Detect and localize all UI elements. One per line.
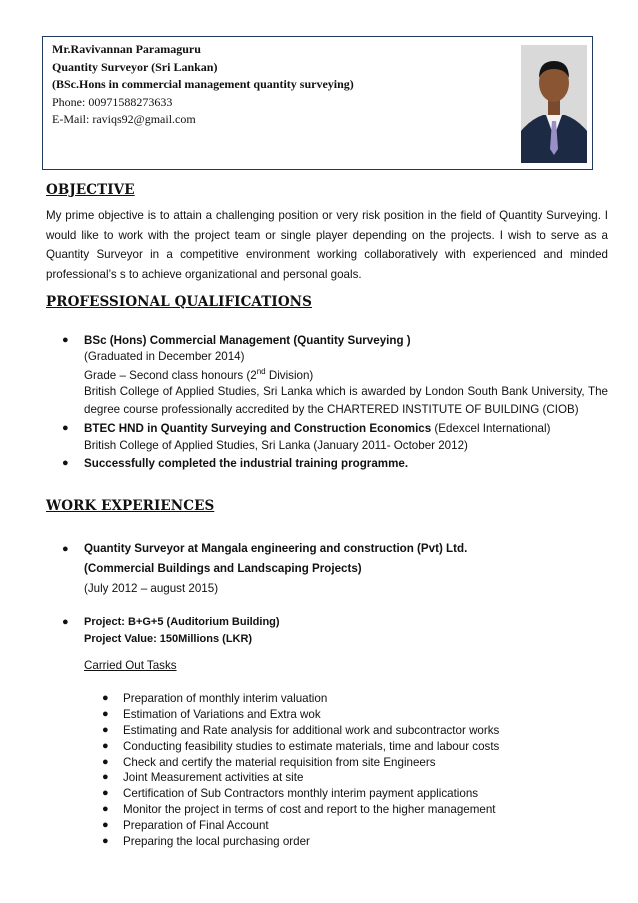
task-item <box>102 802 582 818</box>
bullet-icon: ● <box>102 803 109 816</box>
task-text: Preparation of Final Account <box>123 819 269 833</box>
bullet-icon: ● <box>102 692 109 704</box>
qualifications-heading: PROFESSIONAL QUALIFICATIONS <box>46 294 312 310</box>
qualification-training <box>62 455 608 472</box>
qualification-title: BSc (Hons) Commercial Management (Quantity Surveying ) <box>84 334 411 347</box>
qualification-college: British College of Applied Studies, Sri Lanka (January 2011- October 2012) <box>84 439 468 453</box>
task-text: Certification of Sub Contractors monthly interim payment applications <box>123 787 479 801</box>
task-item <box>102 770 582 786</box>
work-role <box>62 539 608 599</box>
objective-heading: OBJECTIVE <box>46 182 135 198</box>
qualification-title-line: BTEC HND in Quantity Surveying and Construction Economics (Edexcel International) <box>84 422 551 436</box>
bullet-icon: ● <box>102 707 109 720</box>
task-text: Check and certify the material requisition from site Engineers <box>123 755 436 769</box>
bullet-icon: ● <box>102 787 109 800</box>
bullet-icon: ● <box>102 723 109 736</box>
candidate-title: Quantity Surveyor (Sri Lankan) <box>52 59 218 74</box>
task-item <box>102 707 582 723</box>
tasks-list <box>102 691 582 850</box>
task-text: Conducting feasibility studies to estimate materials, time and labour costs <box>123 739 500 753</box>
work-list <box>62 539 608 648</box>
task-text: Estimating and Rate analysis for additional work and subcontractor works <box>123 723 500 737</box>
tasks-heading: Carried Out Tasks <box>84 659 177 672</box>
bullet-icon: ● <box>102 771 109 784</box>
objective-text: My prime objective is to attain a challenging position or very risk position in the field of Quantity Surveying. I would like to work with the project team or single player depending on the projects. I wish to serve as a Quantity Surveyor in a competitive environment working collaboratively with experienced and minded professional’s s to achieve organizational and personal goals. <box>46 209 608 281</box>
task-item <box>102 691 582 707</box>
work-heading: WORK EXPERIENCES <box>46 498 215 514</box>
work-project <box>62 614 608 648</box>
task-text: Preparation of monthly interim valuation <box>123 692 328 705</box>
task-text: Monitor the project in terms of cost and report to the higher management <box>123 803 496 817</box>
phone-number: Phone: 00971588273633 <box>52 94 173 109</box>
bullet-icon: ● <box>102 739 109 752</box>
candidate-degree: (BSc.Hons in commercial management quantity surveying) <box>52 77 354 91</box>
work-period: (July 2012 – august 2015) <box>84 582 219 595</box>
project-value: Project Value: 150Millions (LKR) <box>84 633 253 645</box>
bullet-icon: ● <box>62 543 69 555</box>
profile-photo-image <box>521 45 587 163</box>
qualification-college: British College of Applied Studies, Sri Lanka which is awarded by London South Bank University, The degree course professionally accredited by the CHARTERED INSTITUTE OF BUILDING (CIOB) <box>84 385 608 416</box>
bullet-icon: ● <box>102 835 109 848</box>
bullet-icon: ● <box>62 457 69 470</box>
qualification-bsc <box>62 333 608 418</box>
contact-header-box <box>42 36 593 170</box>
project-name: Project: B+G+5 (Auditorium Building) <box>84 616 280 628</box>
task-item <box>102 834 582 850</box>
task-item <box>102 755 582 771</box>
bullet-icon: ● <box>62 334 69 346</box>
task-item <box>102 786 582 802</box>
task-item <box>102 723 582 739</box>
qualification-btec <box>62 420 608 454</box>
work-role-title: Quantity Surveyor at Mangala engineering and construction (Pvt) Ltd. <box>84 542 468 555</box>
task-text: Joint Measurement activities at site <box>123 771 304 785</box>
qualification-graduation: (Graduated in December 2014) <box>84 349 245 363</box>
email-address: E-Mail: raviqs92@gmail.com <box>52 112 196 126</box>
qualification-title: Successfully completed the industrial training programme. <box>84 457 409 471</box>
task-item <box>102 739 582 755</box>
task-text: Estimation of Variations and Extra wok <box>123 707 321 721</box>
task-text: Preparing the local purchasing order <box>123 835 310 849</box>
qualifications-list <box>62 333 608 472</box>
bullet-icon: ● <box>102 755 109 768</box>
bullet-icon: ● <box>62 616 69 628</box>
task-item <box>102 818 582 834</box>
candidate-name: Mr.Ravivannan Paramaguru <box>52 42 201 56</box>
bullet-icon: ● <box>102 819 109 832</box>
qualification-grade: Grade – Second class honours (2nd Division) <box>84 367 314 382</box>
contact-details <box>52 41 354 129</box>
work-division: (Commercial Buildings and Landscaping Projects) <box>84 562 362 575</box>
bullet-icon: ● <box>62 422 69 435</box>
profile-photo <box>521 45 587 163</box>
